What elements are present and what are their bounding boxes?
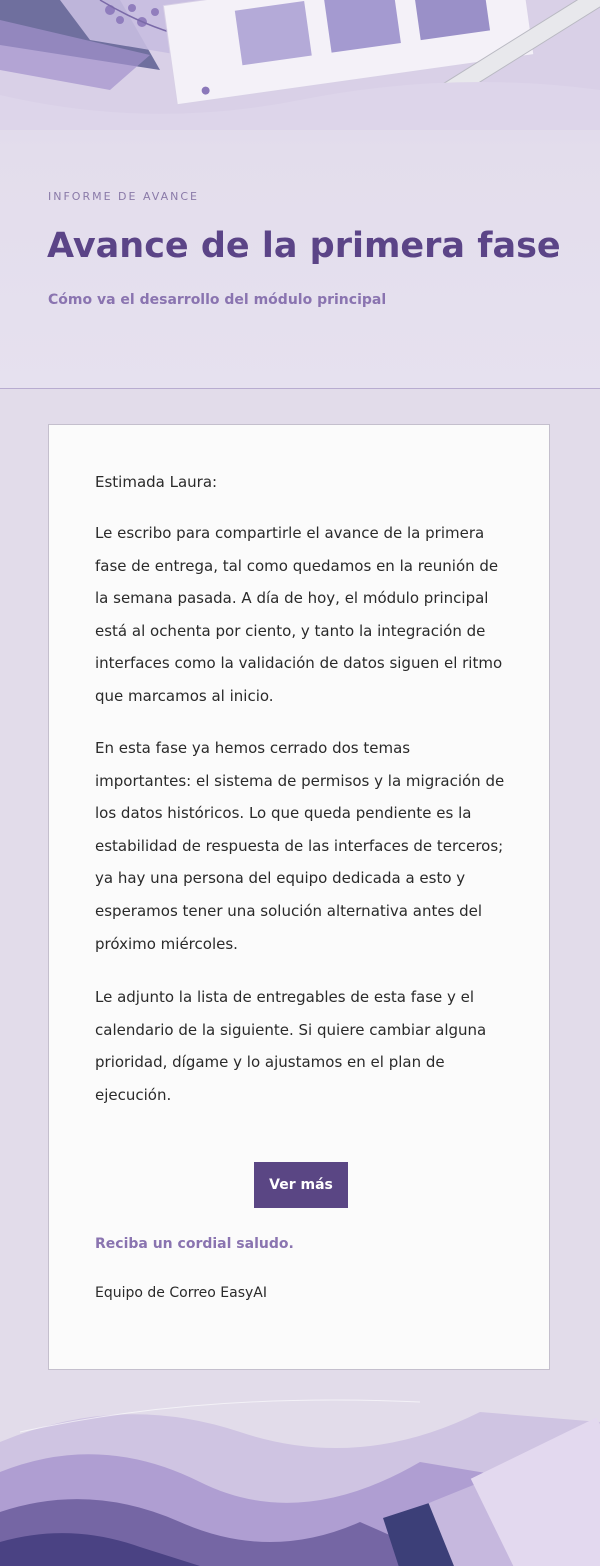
see-more-button[interactable]: Ver más <box>254 1162 348 1208</box>
header-illustration <box>0 0 600 130</box>
paragraph-completed-items: En esta fase ya hemos cerrado dos temas importantes: el sistema de permisos y la migración de los datos históricos. Lo que queda pendiente es la estabilidad de respuesta de las interfaces de terceros; ya hay una persona del equipo dedicada a esto y esperamos tener una solución alternativa antes del próximo miércoles. <box>95 739 505 953</box>
paragraph-attachments: Le adjunto la lista de entregables de esta fase y el calendario de la siguiente. Si quiere cambiar alguna prioridad, dígame y lo ajustamos en el plan de ejecución. <box>95 988 487 1104</box>
greeting: Estimada Laura: <box>95 473 218 491</box>
page-subtitle: Cómo va el desarrollo del módulo principal <box>48 292 387 308</box>
message-card <box>48 424 550 1370</box>
footer-illustration <box>0 1372 600 1566</box>
eyebrow-label: INFORME DE AVANCE <box>48 190 199 203</box>
header-divider <box>0 388 600 389</box>
paragraph-progress: Le escribo para compartirle el avance de la primera fase de entrega, tal como quedamos en la reunión de la semana pasada. A día de hoy, el módulo principal está al ochenta por ciento, y tanto la integración de interfaces como la validación de datos siguen el ritmo que marcamos al inicio. <box>95 524 503 705</box>
closing-line: Reciba un cordial saludo. <box>95 1236 294 1252</box>
email-header <box>0 0 600 388</box>
signature: Equipo de Correo EasyAI <box>95 1285 267 1301</box>
page-title: Avance de la primera fase <box>47 226 561 266</box>
